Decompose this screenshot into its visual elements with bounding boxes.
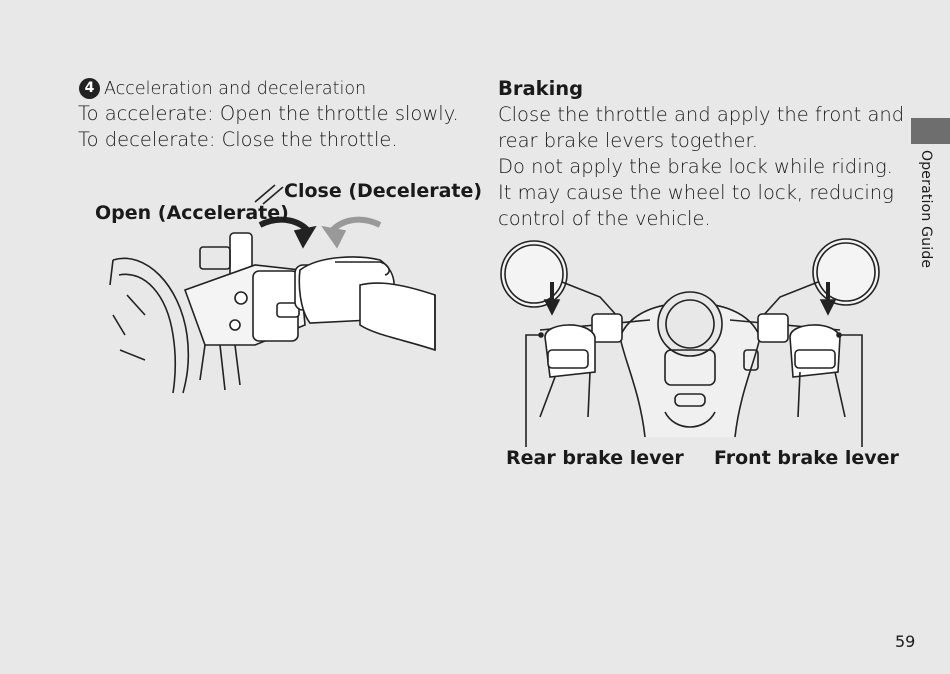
braking-line: Do not apply the brake lock while riding. <box>498 155 893 178</box>
step-number-badge: 4 <box>79 78 100 99</box>
section-tab-marker <box>911 118 950 144</box>
braking-line: control of the vehicle. <box>498 207 711 230</box>
braking-line: rear brake levers together. <box>498 129 758 152</box>
braking-heading: Braking <box>498 77 584 100</box>
open-accelerate-label: Open (Accelerate) <box>95 202 289 224</box>
throttle-instructions <box>78 101 459 153</box>
braking-line: Close the throttle and apply the front and <box>498 103 905 126</box>
operation-guide-label: Operation Guide <box>918 150 934 269</box>
step-heading <box>79 78 366 99</box>
accelerate-instruction: To accelerate: Open the throttle slowly. <box>78 102 459 125</box>
operation-guide-tab <box>912 150 936 280</box>
braking-instructions <box>498 102 904 232</box>
page-number: 59 <box>895 632 916 651</box>
close-decelerate-label: Close (Decelerate) <box>284 180 483 202</box>
step-title: Acceleration and deceleration <box>104 78 367 99</box>
brake-levers-illustration <box>500 242 885 442</box>
braking-line: It may cause the wheel to lock, reducing <box>498 181 894 204</box>
front-brake-lever-label: Front brake lever <box>714 447 899 469</box>
rear-brake-lever-label: Rear brake lever <box>506 447 684 469</box>
decelerate-instruction: To decelerate: Close the throttle. <box>78 128 398 151</box>
